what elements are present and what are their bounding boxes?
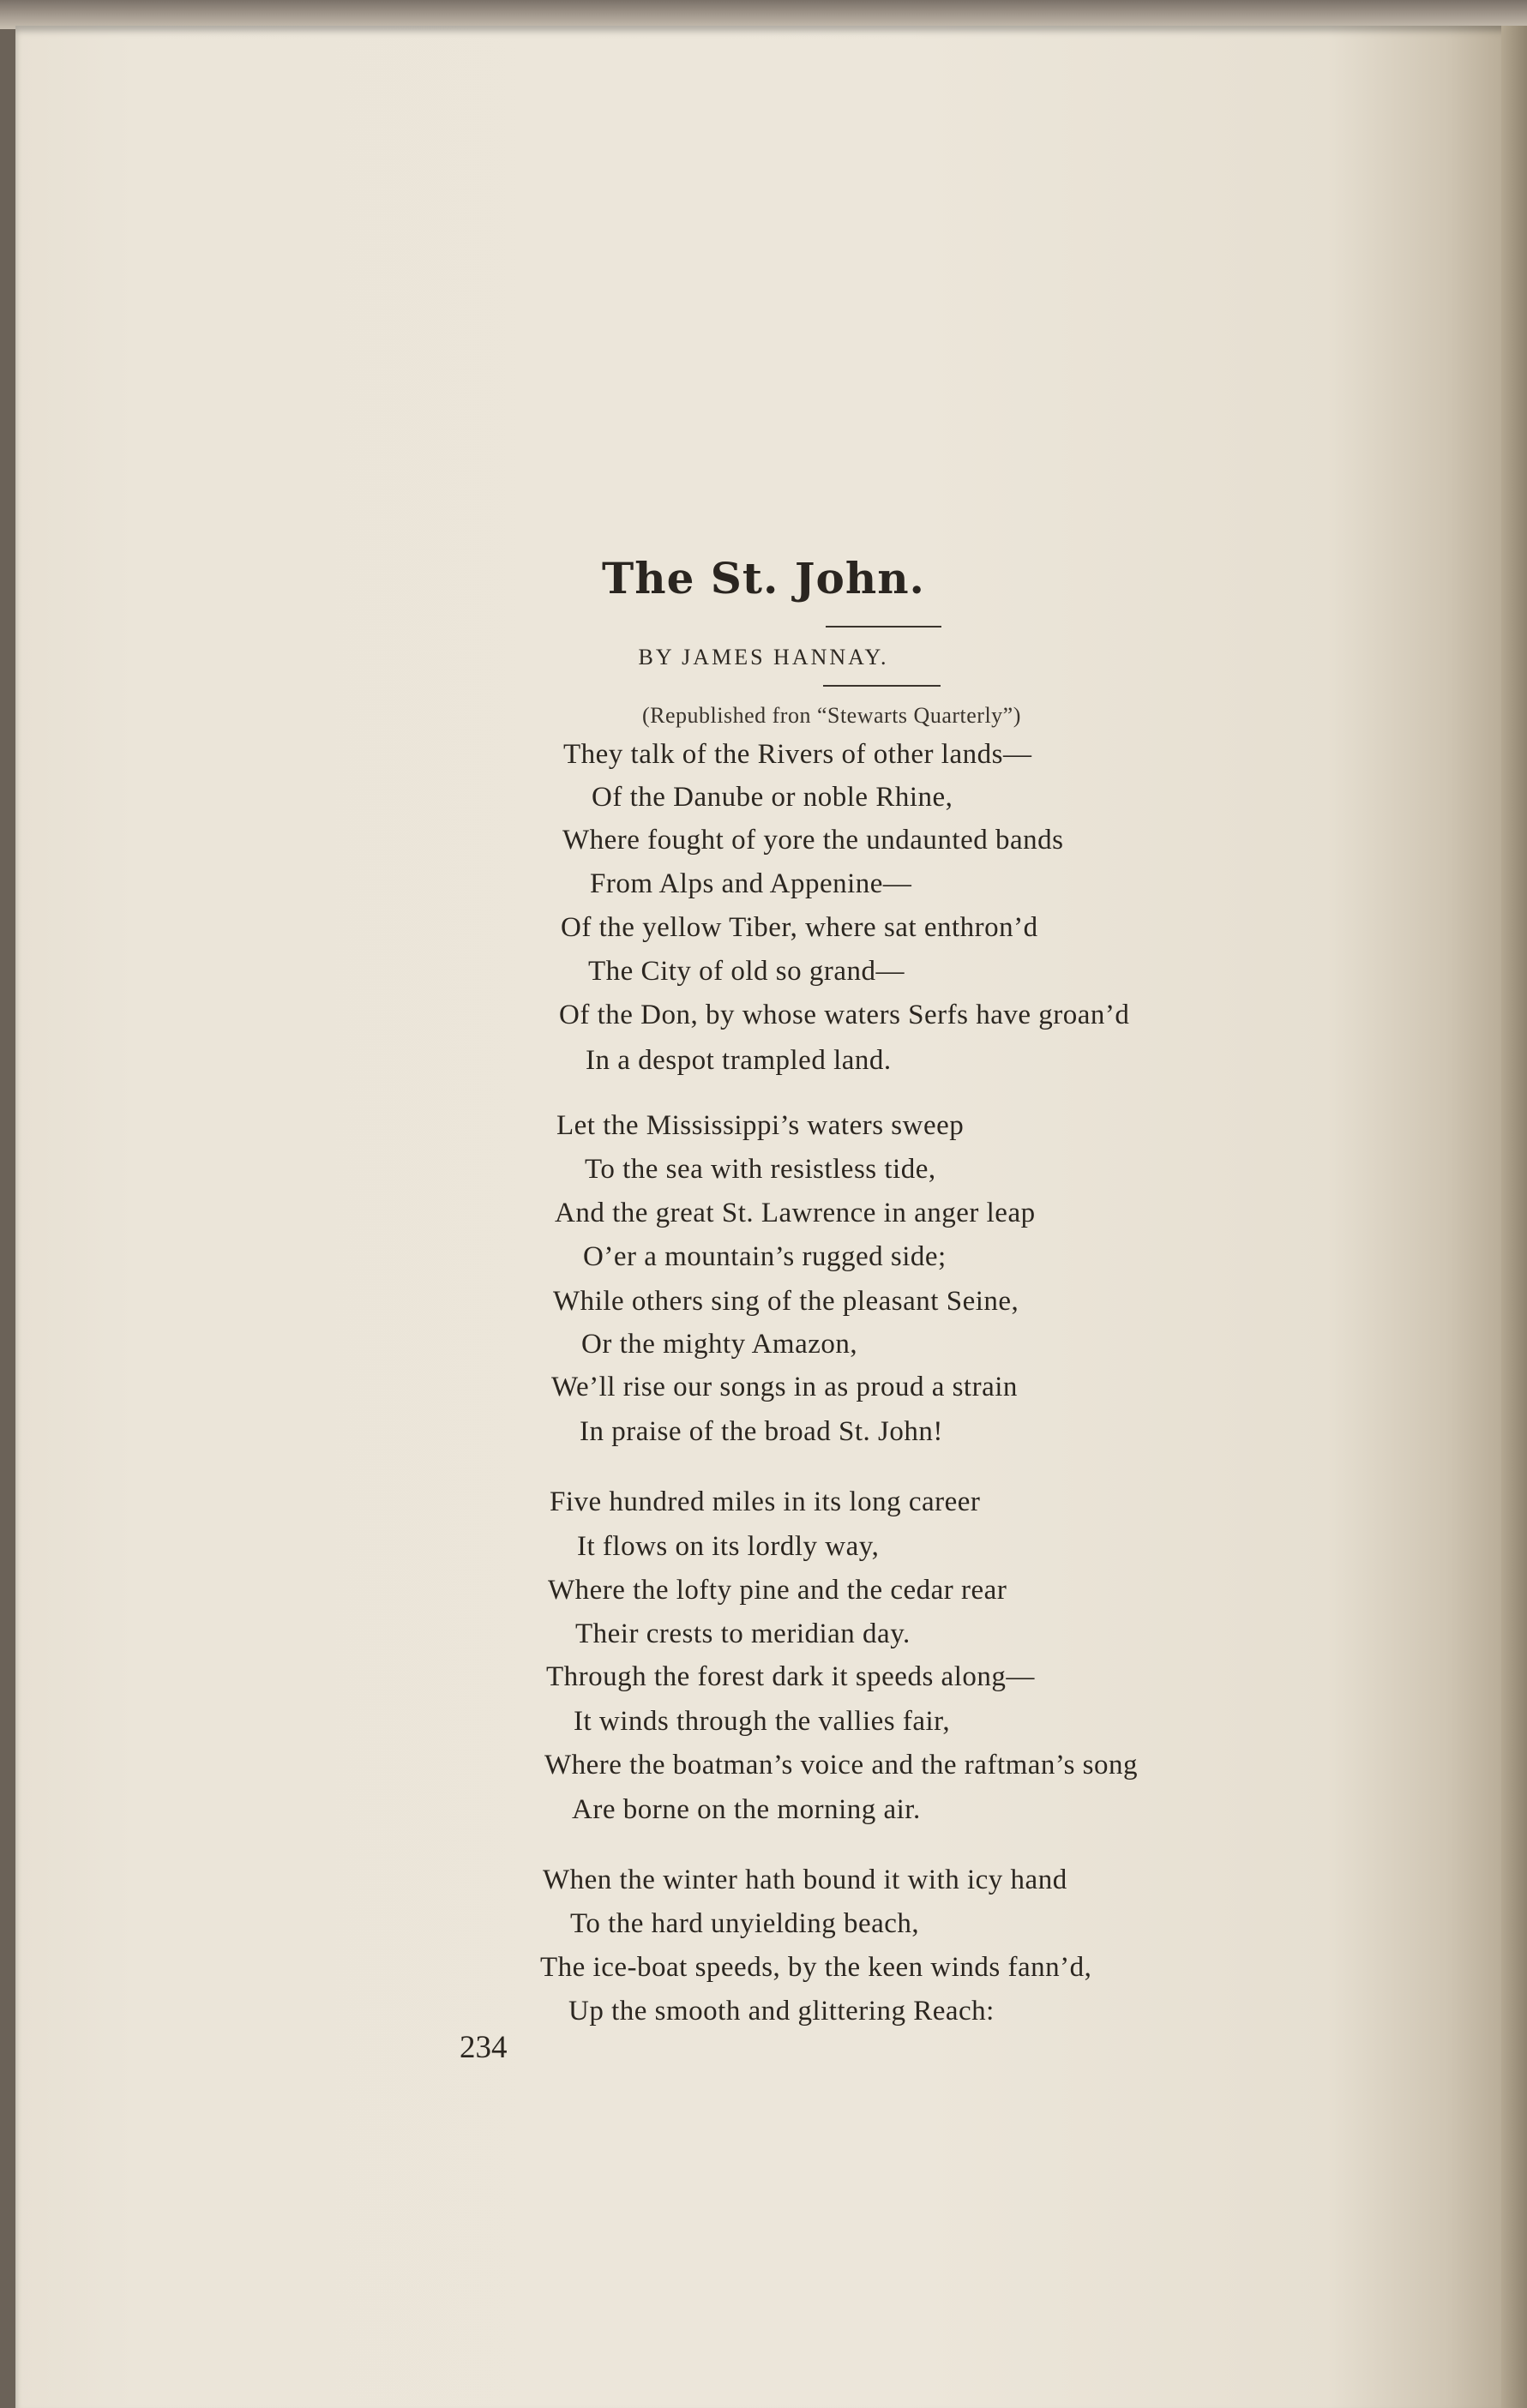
poem-line: Five hundred miles in its long career <box>550 1486 981 1517</box>
poem-line: From Alps and Appenine— <box>590 868 912 899</box>
republication-note: (Republished fron “Stewarts Quarterly”) <box>642 703 1021 728</box>
poem-line: Where the boatman’s voice and the raftman’s song <box>544 1750 1139 1780</box>
poem-line: Where the lofty pine and the cedar rear <box>548 1575 1007 1606</box>
poem-line: When the winter hath bound it with icy hand <box>543 1865 1067 1895</box>
page-number: 234 <box>460 2030 508 2065</box>
title-rule <box>826 626 941 628</box>
poem-line: Let the Mississippi’s waters sweep <box>556 1110 965 1141</box>
poem-line: Of the Don, by whose waters Serfs have groan’d <box>559 1000 1130 1030</box>
poem-line: To the sea with resistless tide, <box>585 1154 936 1185</box>
poem-line: It flows on its lordly way, <box>577 1531 880 1562</box>
poem-line: Through the forest dark it speeds along— <box>546 1661 1035 1692</box>
poem-line: O’er a mountain’s rugged side; <box>583 1241 947 1272</box>
poem-line: Of the Danube or noble Rhine, <box>592 782 953 813</box>
book-top-edge <box>0 0 1527 29</box>
poem-line: Up the smooth and glittering Reach: <box>568 1996 995 2027</box>
poem-line: To the hard unyielding beach, <box>570 1908 920 1939</box>
poem-line: Where fought of yore the undaunted bands <box>562 825 1064 856</box>
poem-line: It winds through the vallies fair, <box>574 1706 951 1737</box>
poem-line: In a despot trampled land. <box>586 1045 892 1076</box>
poem-line: Their crests to meridian day. <box>575 1618 911 1649</box>
poem-line: The City of old so grand— <box>588 956 905 987</box>
poem-line: Or the mighty Amazon, <box>581 1329 858 1360</box>
poem-line: In praise of the broad St. John! <box>580 1416 943 1447</box>
poem-line: While others sing of the pleasant Seine, <box>553 1286 1019 1317</box>
poem-line: We’ll rise our songs in as proud a strain <box>551 1372 1018 1402</box>
poem-byline: BY JAMES HANNAY. <box>638 645 889 670</box>
byline-rule <box>823 685 941 687</box>
poem-line: The ice-boat speeds, by the keen winds fann’d, <box>540 1952 1092 1983</box>
poem-title: The St. John. <box>602 553 925 604</box>
poem-line: And the great St. Lawrence in anger leap <box>555 1198 1036 1228</box>
poem-line: Of the yellow Tiber, where sat enthron’d <box>561 912 1038 943</box>
book-gutter-edge <box>1501 26 1527 2408</box>
poem-line: They talk of the Rivers of other lands— <box>563 739 1032 770</box>
poem-line: Are borne on the morning air. <box>572 1794 921 1825</box>
